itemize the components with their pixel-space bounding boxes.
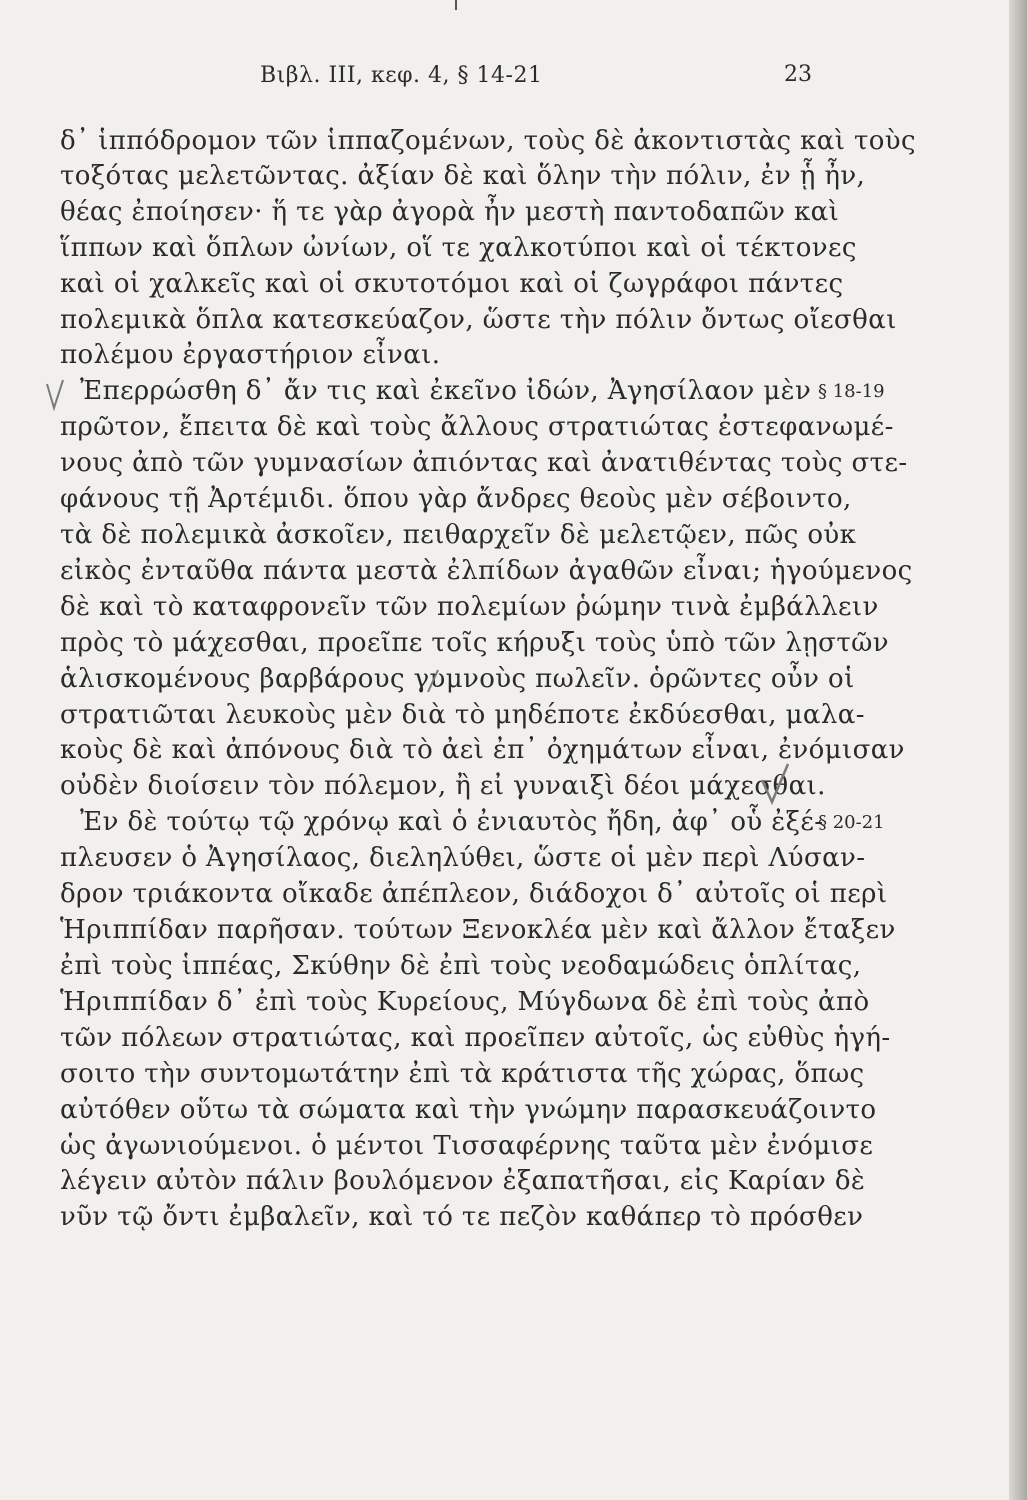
text-line: τὰ δὲ πολεμικὰ ἀσκοῖεν, πειθαρχεῖν δὲ μελετῷεν, πῶς οὐκ	[60, 520, 857, 550]
margin-section-note: § 20-21	[818, 812, 885, 833]
text-line: στρατιῶται λευκοὺς μὲν διὰ τὸ μηδέποτε ἐκδύεσθαι, μαλα-	[60, 700, 865, 730]
text-line: ὡς ἀγωνιούμενοι. ὁ μέντοι Τισσαφέρνης ταῦτα μὲν ἐνόμισε	[60, 1131, 874, 1161]
text-line: αὐτόθεν οὕτω τὰ σώματα καὶ τὴν γνώμην παρασκευάζοιντο	[60, 1095, 877, 1125]
text-line: φάνους τῇ Ἀρτέμιδι. ὅπου γὰρ ἄνδρες θεοὺς μὲν σέβοιντο,	[60, 484, 852, 514]
pencil-slash-mark	[424, 668, 440, 696]
text-line: πλευσεν ὁ Ἀγησίλαος, διεληλύθει, ὥστε οἱ μὲν περὶ Λύσαν-	[60, 843, 866, 873]
text-line: θέας ἐποίησεν· ἥ τε γὰρ ἀγορὰ ἦν μεστὴ παντοδαπῶν καὶ	[60, 197, 840, 227]
text-line: κοὺς δὲ καὶ ἀπόνους διὰ τὸ ἀεὶ ἐπ᾽ ὀχημάτων εἶναι, ἐνόμισαν	[60, 735, 905, 765]
text-line: τῶν πόλεων στρατιώτας, καὶ προεῖπεν αὐτοῖς, ὡς εὐθὺς ἡγή-	[60, 1023, 891, 1053]
text-line: πολεμικὰ ὅπλα κατεσκεύαζον, ὥστε τὴν πόλιν ὄντως οἴεσθαι	[60, 305, 897, 335]
page-number: 23	[784, 62, 812, 87]
text-line: ἁλισκομένους βαρβάρους γυμνοὺς πωλεῖν. ὁρῶντες οὖν οἱ	[60, 664, 855, 694]
text-line: δ᾽ ἱππόδρομον τῶν ἱππαζομένων, τοὺς δὲ ἀκοντιστὰς καὶ τοὺς	[60, 126, 916, 156]
text-line: Ἡριππίδαν παρῆσαν. τούτων Ξενοκλέα μὲν καὶ ἄλλον ἔταξεν	[60, 915, 896, 945]
text-line: λέγειν αὐτὸν πάλιν βουλόμενον ἐξαπατῆσαι, εἰς Καρίαν δὲ	[60, 1166, 866, 1196]
text-line: πρῶτον, ἔπειτα δὲ καὶ τοὺς ἄλλους στρατιώτας ἐστεφανωμέ-	[60, 412, 894, 442]
pencil-check-mark	[44, 378, 66, 412]
text-line: δρον τριάκοντα οἴκαδε ἀπέπλεον, διάδοχοι δ᾽ αὐτοῖς οἱ περὶ	[60, 879, 888, 909]
text-line: ἐπὶ τοὺς ἱππέας, Σκύθην δὲ ἐπὶ τοὺς νεοδαμώδεις ὁπλίτας,	[60, 951, 862, 981]
text-line: πρὸς τὸ μάχεσθαι, προεῖπε τοῖς κήρυξι τοὺς ὑπὸ τῶν λῃστῶν	[60, 628, 889, 658]
text-line: νῦν τῷ ὄντι ἐμβαλεῖν, καὶ τό τε πεζὸν καθάπερ τὸ πρόσθεν	[60, 1202, 864, 1232]
fold-mark	[455, 0, 457, 10]
text-line: εἰκὸς ἐνταῦθα πάντα μεστὰ ἐλπίδων ἀγαθῶν εἶναι; ἡγούμενος	[60, 556, 913, 586]
text-line: Ἐν δὲ τούτῳ τῷ χρόνῳ καὶ ὁ ἐνιαυτὸς ἤδη, ἀφ᾽ οὗ ἐξέ-	[80, 807, 824, 837]
text-line: σοιτο τὴν συντομωτάτην ἐπὶ τὰ κράτιστα τῆς χώρας, ὅπως	[60, 1059, 865, 1089]
text-line: οὐδὲν διοίσειν τὸν πόλεμον, ἢ εἰ γυναιξὶ δέοι μάχεσθαι.	[60, 771, 826, 801]
text-line: Ἐπερρώσθη δ᾽ ἄν τις καὶ ἐκεῖνο ἰδών, Ἀγησίλαον μὲν	[80, 376, 812, 406]
page-edge-shadow	[1009, 0, 1027, 1500]
text-line: νους ἀπὸ τῶν γυμνασίων ἀπιόντας καὶ ἀνατιθέντας τοὺς στε-	[60, 448, 908, 478]
text-line: τοξότας μελετῶντας. ἀξίαν δὲ καὶ ὅλην τὴν πόλιν, ἐν ᾗ ἦν,	[60, 161, 866, 191]
text-line: δὲ καὶ τὸ καταφρονεῖν τῶν πολεμίων ῥώμην τινὰ ἐμβάλλειν	[60, 592, 879, 622]
text-line: καὶ οἱ χαλκεῖς καὶ οἱ σκυτοτόμοι καὶ οἱ ζωγράφοι πάντες	[60, 269, 844, 299]
margin-section-note: § 18-19	[818, 381, 885, 402]
pencil-check-mark	[758, 760, 794, 806]
text-line: Ἡριππίδαν δ᾽ ἐπὶ τοὺς Κυρείους, Μύγδωνα δὲ ἐπὶ τοὺς ἀπὸ	[60, 987, 870, 1017]
text-line: πολέμου ἐργαστήριον εἶναι.	[60, 340, 441, 370]
text-line: ἵππων καὶ ὅπλων ὠνίων, οἵ τε χαλκοτύποι καὶ οἱ τέκτονες	[60, 233, 857, 263]
running-title: Βιβλ. ΙΙΙ, κεφ. 4, § 14-21	[260, 63, 543, 88]
